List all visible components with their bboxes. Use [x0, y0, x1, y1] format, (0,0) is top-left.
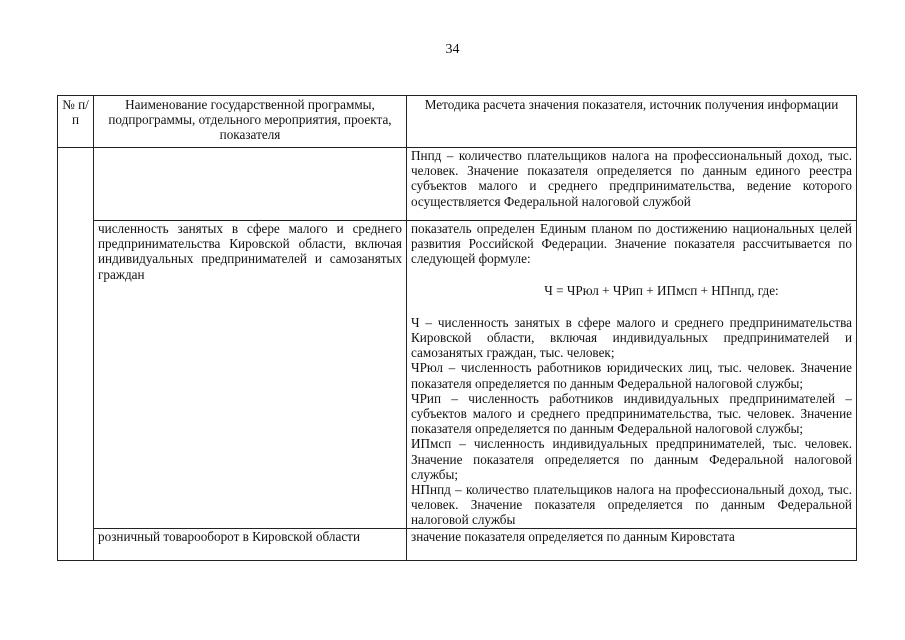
row-name-cell: розничный товарооборот в Кировской области [94, 528, 407, 560]
row-name-cell: численность занятых в сфере малого и среднего предпринимательства Кировской области, включая индивидуальных предпринимателей и самозанятых граждан [94, 221, 407, 529]
row-method-cell: Пнпд – количество плательщиков налога на профессиональный доход, тыс. человек. Значение показателя определяется по данным единого реестра субъектов малого и среднего предпринимательства, ведение которого осуществляется Федеральной налоговой службой [407, 148, 857, 221]
table-row [58, 148, 857, 221]
table-row [58, 221, 857, 529]
indicator-table [57, 95, 857, 561]
definition-item: Ч – численность занятых в сфере малого и среднего предпринимательства Кировской области, включая индивидуальных предпринимателей и самозанятых граждан, тыс. человек; [411, 314, 852, 361]
definition-item: ЧРип – численность работников индивидуальных предпринимателей – субъектов малого и среднего предпринимательства, тыс. человек. Значение показателя определяется по данным Федеральной налоговой службы; [411, 390, 852, 437]
row-method-cell [407, 221, 857, 529]
header-num: № п/п [58, 96, 94, 148]
method-intro: показатель определен Единым планом по достижению национальных целей развития Российской Федерации. Значение показателя рассчитывается по следующей формуле: [411, 221, 852, 267]
table-header-row [58, 96, 857, 148]
row-num-cell [58, 148, 94, 561]
row-name-cell [94, 148, 407, 221]
table-row [58, 528, 857, 560]
header-method: Методика расчета значения показателя, источник получения информации [407, 96, 857, 148]
page-number: 34 [445, 42, 460, 57]
header-name: Наименование государственной программы, подпрограммы, отдельного мероприятия, проекта, показателя [94, 96, 407, 148]
definition-item: НПнпд – количество плательщиков налога на профессиональный доход, тыс. человек. Значение показателя определяется по данным Федеральной налоговой службы [411, 482, 852, 528]
formula: Ч = ЧРюл + ЧРип + ИПмсп + НПнпд, где: [544, 282, 779, 298]
definition-item: ИПмсп – численность индивидуальных предпринимателей, тыс. человек. Значение показателя определяется по данным Федеральной налоговой службы; [411, 436, 852, 482]
definition-item: ЧРюл – численность работников юридических лиц, тыс. человек. Значение показателя определяется по данным Федеральной налоговой службы; [411, 360, 852, 391]
row-method-cell: значение показателя определяется по данным Кировстата [407, 528, 857, 560]
